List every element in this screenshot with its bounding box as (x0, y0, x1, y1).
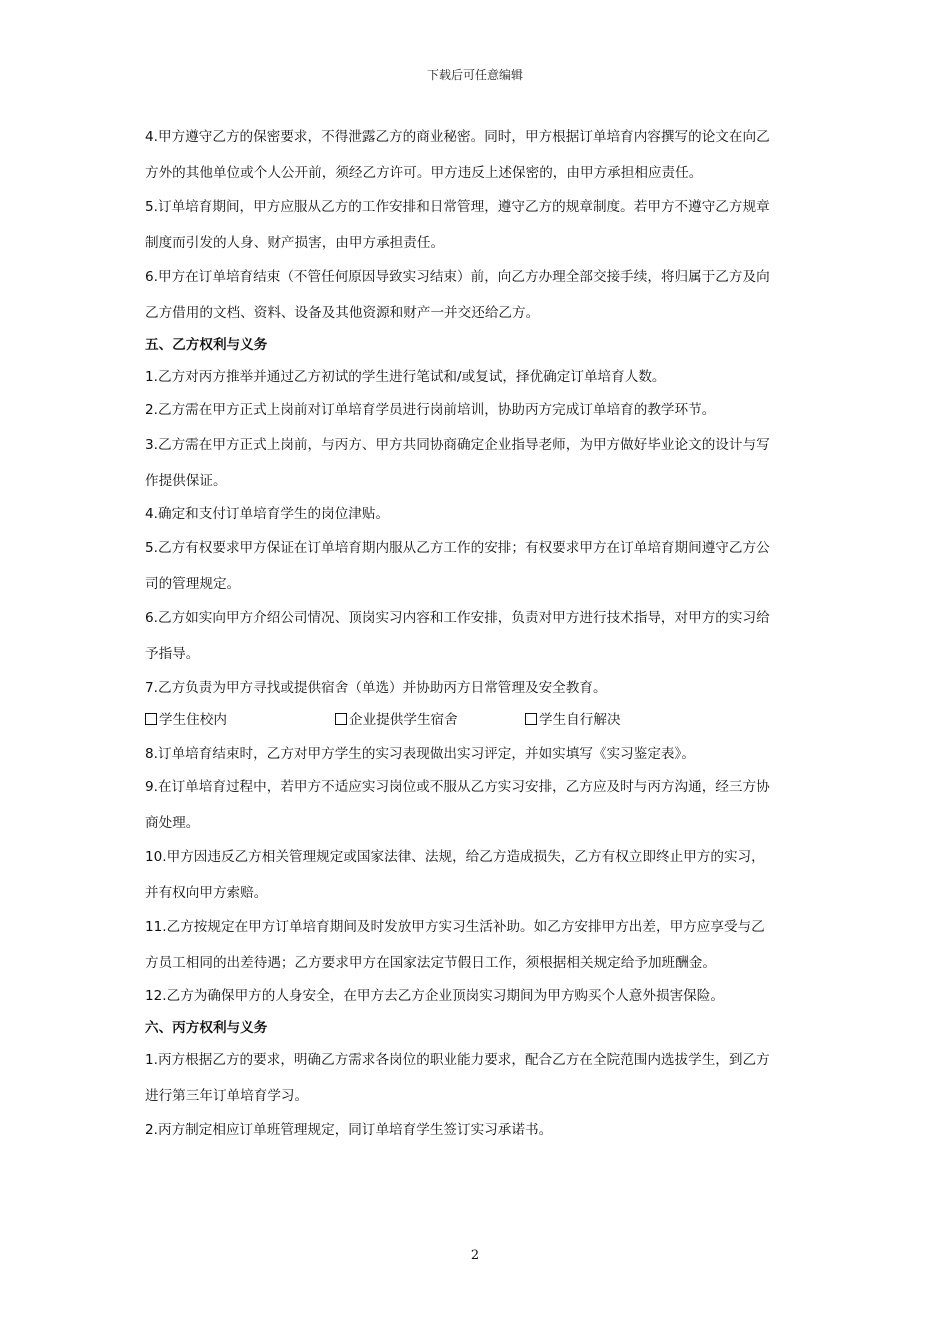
checkbox-icon[interactable] (525, 713, 537, 725)
para-line: 制度而引发的人身、财产损害，由甲方承担责任。 (145, 235, 445, 251)
para-line: 司的管理规定。 (145, 576, 241, 592)
para-line: 1.丙方根据乙方的要求，明确乙方需求各岗位的职业能力要求，配合乙方在全院范围内选拔学生，到乙方 (145, 1052, 770, 1068)
section-heading-6: 六、丙方权利与义务 (145, 1020, 268, 1036)
para-line: 进行第三年订单培育学习。 (145, 1088, 309, 1104)
para-line: 并有权向甲方索赔。 (145, 885, 268, 901)
checkbox-icon[interactable] (335, 713, 347, 725)
para-line: 6.甲方在订单培育结束（不管任何原因导致实习结束）前，向乙方办理全部交接手续，将归属于乙方及向 (145, 269, 770, 285)
para-line: 4.确定和支付订单培育学生的岗位津贴。 (145, 506, 390, 522)
checkbox-icon[interactable] (145, 713, 157, 725)
dorm-option-school[interactable] (145, 710, 227, 730)
para-line: 1.乙方对丙方推举并通过乙方初试的学生进行笔试和/或复试，择优确定订单培育人数。 (145, 369, 666, 385)
para-line: 5.订单培育期间，甲方应服从乙方的工作安排和日常管理，遵守乙方的规章制度。若甲方不遵守乙方规章 (145, 199, 770, 215)
para-line: 3.乙方需在甲方正式上岗前，与丙方、甲方共同协商确定企业指导老师，为甲方做好毕业论文的设计与写 (145, 437, 770, 453)
para-line: 12.乙方为确保甲方的人身安全，在甲方去乙方企业顶岗实习期间为甲方购买个人意外损害保险。 (145, 988, 724, 1004)
page-number: 2 (470, 1248, 480, 1263)
para-line: 5.乙方有权要求甲方保证在订单培育期内服从乙方工作的安排；有权要求甲方在订单培育期间遵守乙方公 (145, 540, 770, 556)
dorm-option-self[interactable] (525, 710, 621, 730)
option-label: 学生自行解决 (539, 712, 621, 728)
para-line: 7.乙方负责为甲方寻找或提供宿舍（单选）并协助丙方日常管理及安全教育。 (145, 680, 607, 696)
para-line: 6.乙方如实向甲方介绍公司情况、顶岗实习内容和工作安排，负责对甲方进行技术指导，对甲方的实习给 (145, 610, 770, 626)
para-line: 方员工相同的出差待遇；乙方要求甲方在国家法定节假日工作，须根据相关规定给予加班酬金。 (145, 955, 716, 971)
para-line: 8.订单培育结束时，乙方对甲方学生的实习表现做出实习评定，并如实填写《实习鉴定表》。 (145, 746, 695, 762)
para-line: 2.丙方制定相应订单班管理规定，同订单培育学生签订实习承诺书。 (145, 1122, 553, 1138)
para-line: 4.甲方遵守乙方的保密要求，不得泄露乙方的商业秘密。同时，甲方根据订单培育内容撰写的论文在向乙 (145, 129, 770, 145)
para-line: 乙方借用的文档、资料、设备及其他资源和财产一并交还给乙方。 (145, 305, 540, 321)
option-label: 企业提供学生宿舍 (349, 712, 458, 728)
para-line: 予指导。 (145, 646, 200, 662)
para-line: 商处理。 (145, 815, 200, 831)
page-header: 下载后可任意编辑 (426, 68, 523, 82)
para-line: 2.乙方需在甲方正式上岗前对订单培育学员进行岗前培训，协助丙方完成订单培育的教学环节。 (145, 402, 716, 418)
para-line: 作提供保证。 (145, 473, 227, 489)
para-line: 方外的其他单位或个人公开前，须经乙方许可。甲方违反上述保密的，由甲方承担相应责任。 (145, 165, 703, 181)
para-line: 11.乙方按规定在甲方订单培育期间及时发放甲方实习生活补助。如乙方安排甲方出差，甲方应享受与乙 (145, 919, 765, 935)
para-line: 9.在订单培育过程中，若甲方不适应实习岗位或不服从乙方实习安排，乙方应及时与丙方沟通，经三方协 (145, 779, 770, 795)
option-label: 学生住校内 (159, 712, 227, 728)
section-heading-5: 五、乙方权利与义务 (145, 337, 268, 353)
dorm-option-company[interactable] (335, 710, 458, 730)
para-line: 10.甲方因违反乙方相关管理规定或国家法律、法规，给乙方造成损失，乙方有权立即终止甲方的实习， (145, 849, 765, 865)
